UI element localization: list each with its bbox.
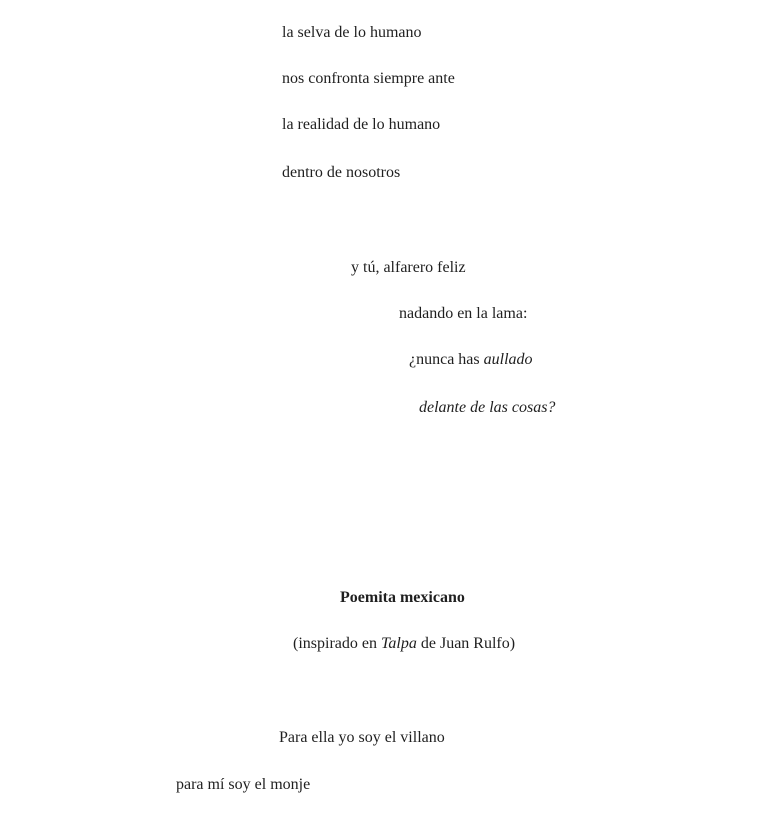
text-segment: la realidad de lo humano <box>282 116 441 133</box>
poem-line <box>266 144 400 201</box>
text-segment: la selva de lo humano <box>282 24 422 41</box>
text-segment: y tú, alfarero feliz <box>351 259 466 276</box>
text-segment: de Juan Rulfo) <box>416 635 516 652</box>
text-segment-italic: delante de las cosas? <box>419 399 556 416</box>
poem-line <box>160 756 310 813</box>
text-segment: dentro de nosotros <box>282 164 401 181</box>
text-segment-italic: aullado <box>483 351 533 368</box>
text-segment: nos confronta siempre ante <box>282 70 455 87</box>
text-segment: para mí soy el monje <box>176 776 311 793</box>
text-segment: ¿nunca has <box>409 351 484 368</box>
text-segment: (inspirado en <box>293 635 381 652</box>
poem-line <box>403 379 555 436</box>
text-segment: nadando en la lama: <box>399 305 528 322</box>
text-segment-italic: Talpa <box>380 635 417 652</box>
text-segment-bold: Poemita mexicano <box>340 589 465 606</box>
text-segment: Para ella yo soy el villano <box>279 729 445 746</box>
poem-attribution <box>277 615 515 672</box>
